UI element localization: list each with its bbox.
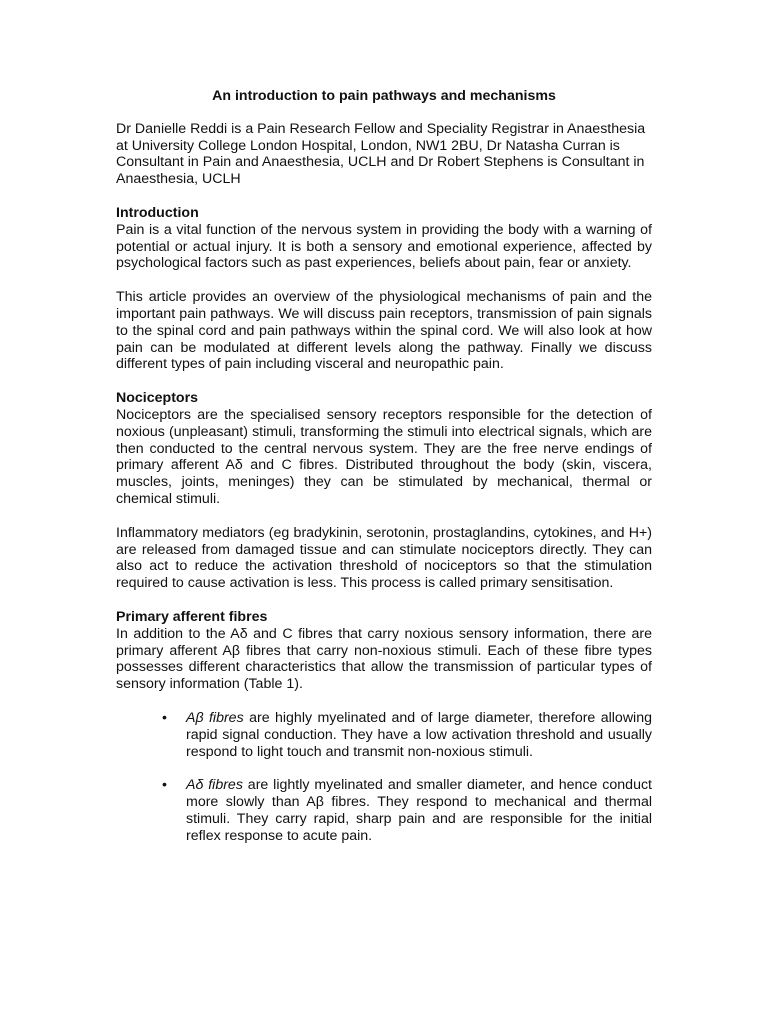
primary-afferent-heading: Primary afferent fibres [116,608,268,625]
author-affiliations: Dr Danielle Reddi is a Pain Research Fellow and Speciality Registrar in Anaesthesia at University College London Hospital, London, NW1 2BU, Dr Natasha Curran is Consultant in Pain and Anaesthesia, UCLH and Dr Robert Stephens is Consultant in Anaesthesia, UCLH [116,120,646,188]
fibre-term: Aβ fibres [186,709,244,726]
list-item [116,777,652,844]
introduction-section [116,205,652,272]
introduction-heading: Introduction [116,204,199,221]
list-item [116,710,652,760]
document-body [116,88,652,861]
primary-afferent-section [116,609,652,693]
nociceptors-paragraph-1: Nociceptors are the specialised sensory receptors responsible for the detection of noxious (unpleasant) stimuli, transforming the stimuli into electrical signals, which are then conducted to the central nervous system. They are the free nerve endings of primary afferent Aδ and C fibres. Distributed throughout the body (skin, viscera, muscles, joints, meninges) they can be stimulated by mechanical, thermal or chemical stimuli. [116,406,652,507]
nociceptors-heading: Nociceptors [116,390,198,407]
fibre-term: Aδ fibres [186,777,243,794]
primary-afferent-paragraph-1: In addition to the Aδ and C fibres that carry noxious sensory information, there are primary afferent Aβ fibres that carry non-noxious stimuli. Each of these fibre types possesses different characteristics that allow the transmission of particular types of sensory information (Table 1). [116,625,652,693]
nociceptors-section [116,390,652,508]
fibre-description: are lightly myelinated and smaller diameter, and hence conduct more slowly than Aβ fibres. They respond to mechanical and thermal stimuli. They carry rapid, sharp pain and are responsible for the initial reflex response to acute pain. [186,777,652,844]
nociceptors-paragraph-2: Inflammatory mediators (eg bradykinin, serotonin, prostaglandins, cytokines, and H+) are released from damaged tissue and can stimulate nociceptors directly. They can also act to reduce the activation threshold of nociceptors so that the stimulation required to cause activation is less. This process is called primary sensitisation. [116,524,652,592]
bullet-icon: • [162,709,167,726]
fibre-description: are highly myelinated and of large diameter, therefore allowing rapid signal conduction. They have a low activation threshold and usually respond to light touch and transmit non-noxious stimuli. [186,709,652,760]
fibre-type-list [116,710,652,845]
bullet-icon: • [162,777,167,794]
introduction-paragraph-1: Pain is a vital function of the nervous system in providing the body with a warning of potential or actual injury. It is both a sensory and emotional experience, affected by psychological factors such as past experiences, beliefs about pain, fear or anxiety. [116,221,652,272]
introduction-paragraph-2: This article provides an overview of the physiological mechanisms of pain and the important pain pathways. We will discuss pain receptors, transmission of pain signals to the spinal cord and pain pathways within the spinal cord. We will also look at how pain can be modulated at different levels along the pathway. Finally we discuss different types of pain including visceral and neuropathic pain. [116,289,652,373]
document-title: An introduction to pain pathways and mechanisms [212,88,556,104]
